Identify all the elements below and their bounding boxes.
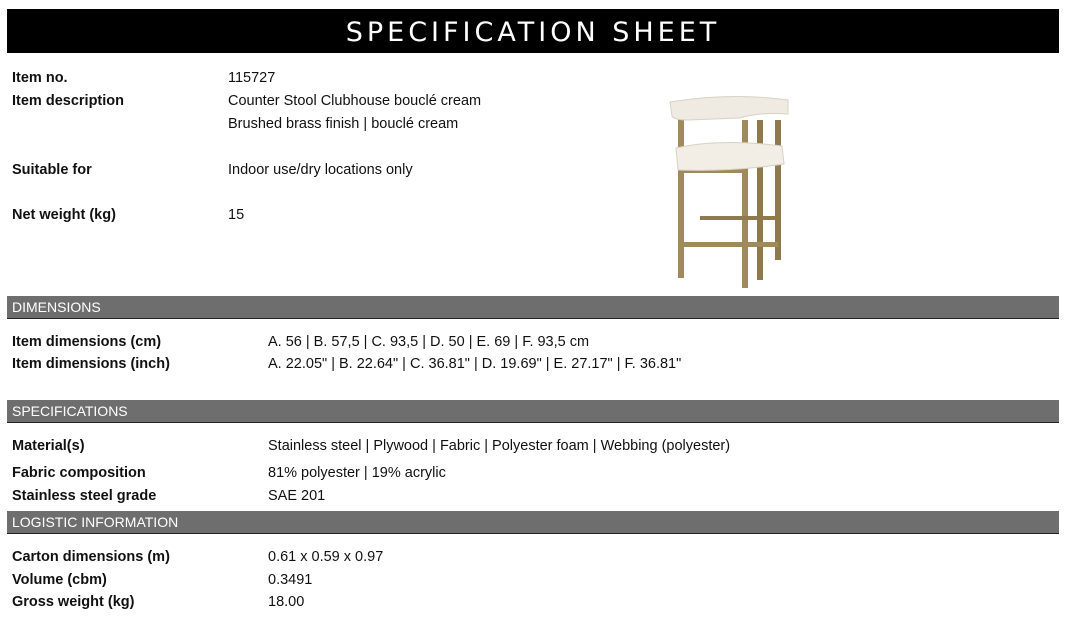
dimensions-inch-label: Item dimensions (inch) [12, 356, 170, 372]
steel-grade-label: Stainless steel grade [12, 488, 157, 504]
carton-dimensions-label: Carton dimensions (m) [12, 549, 170, 565]
product-image [660, 90, 800, 290]
suitable-for-value: Indoor use/dry locations only [228, 162, 413, 178]
item-description-value: Counter Stool Clubhouse bouclé cream [228, 93, 482, 109]
item-description-finish: Brushed brass finish | bouclé cream [228, 116, 459, 132]
fabric-composition-label: Fabric composition [12, 465, 146, 481]
page-title: SPECIFICATION SHEET [345, 17, 721, 48]
section-specifications [7, 400, 1059, 423]
dimensions-cm-label: Item dimensions (cm) [12, 334, 162, 350]
gross-weight-label: Gross weight (kg) [12, 594, 135, 610]
section-logistics-heading: LOGISTIC INFORMATION [12, 514, 179, 530]
item-no-value: 115727 [228, 70, 276, 86]
carton-dimensions-value: 0.61 x 0.59 x 0.97 [268, 549, 384, 565]
section-logistics [7, 511, 1059, 534]
dimensions-inch-value: A. 22.05" | B. 22.64" | C. 36.81" | D. 19.69" | E. 27.17" | F. 36.81" [268, 356, 682, 372]
materials-label: Material(s) [12, 438, 85, 454]
section-specifications-heading: SPECIFICATIONS [12, 403, 128, 419]
volume-value: 0.3491 [268, 572, 313, 588]
materials-value: Stainless steel | Plywood | Fabric | Polyester foam | Webbing (polyester) [268, 438, 731, 454]
title-bar [7, 9, 1059, 53]
section-dimensions [7, 296, 1059, 319]
volume-label: Volume (cbm) [12, 572, 107, 588]
fabric-composition-value: 81% polyester | 19% acrylic [268, 465, 446, 481]
steel-grade-value: SAE 201 [268, 488, 326, 504]
item-description-label: Item description [12, 93, 124, 109]
section-dimensions-heading: DIMENSIONS [12, 299, 101, 315]
net-weight-value: 15 [228, 207, 245, 223]
suitable-for-label: Suitable for [12, 162, 92, 178]
dimensions-cm-value: A. 56 | B. 57,5 | C. 93,5 | D. 50 | E. 69 | F. 93,5 cm [268, 334, 590, 350]
net-weight-label: Net weight (kg) [12, 207, 116, 223]
gross-weight-value: 18.00 [268, 594, 305, 610]
item-no-label: Item no. [12, 70, 68, 86]
